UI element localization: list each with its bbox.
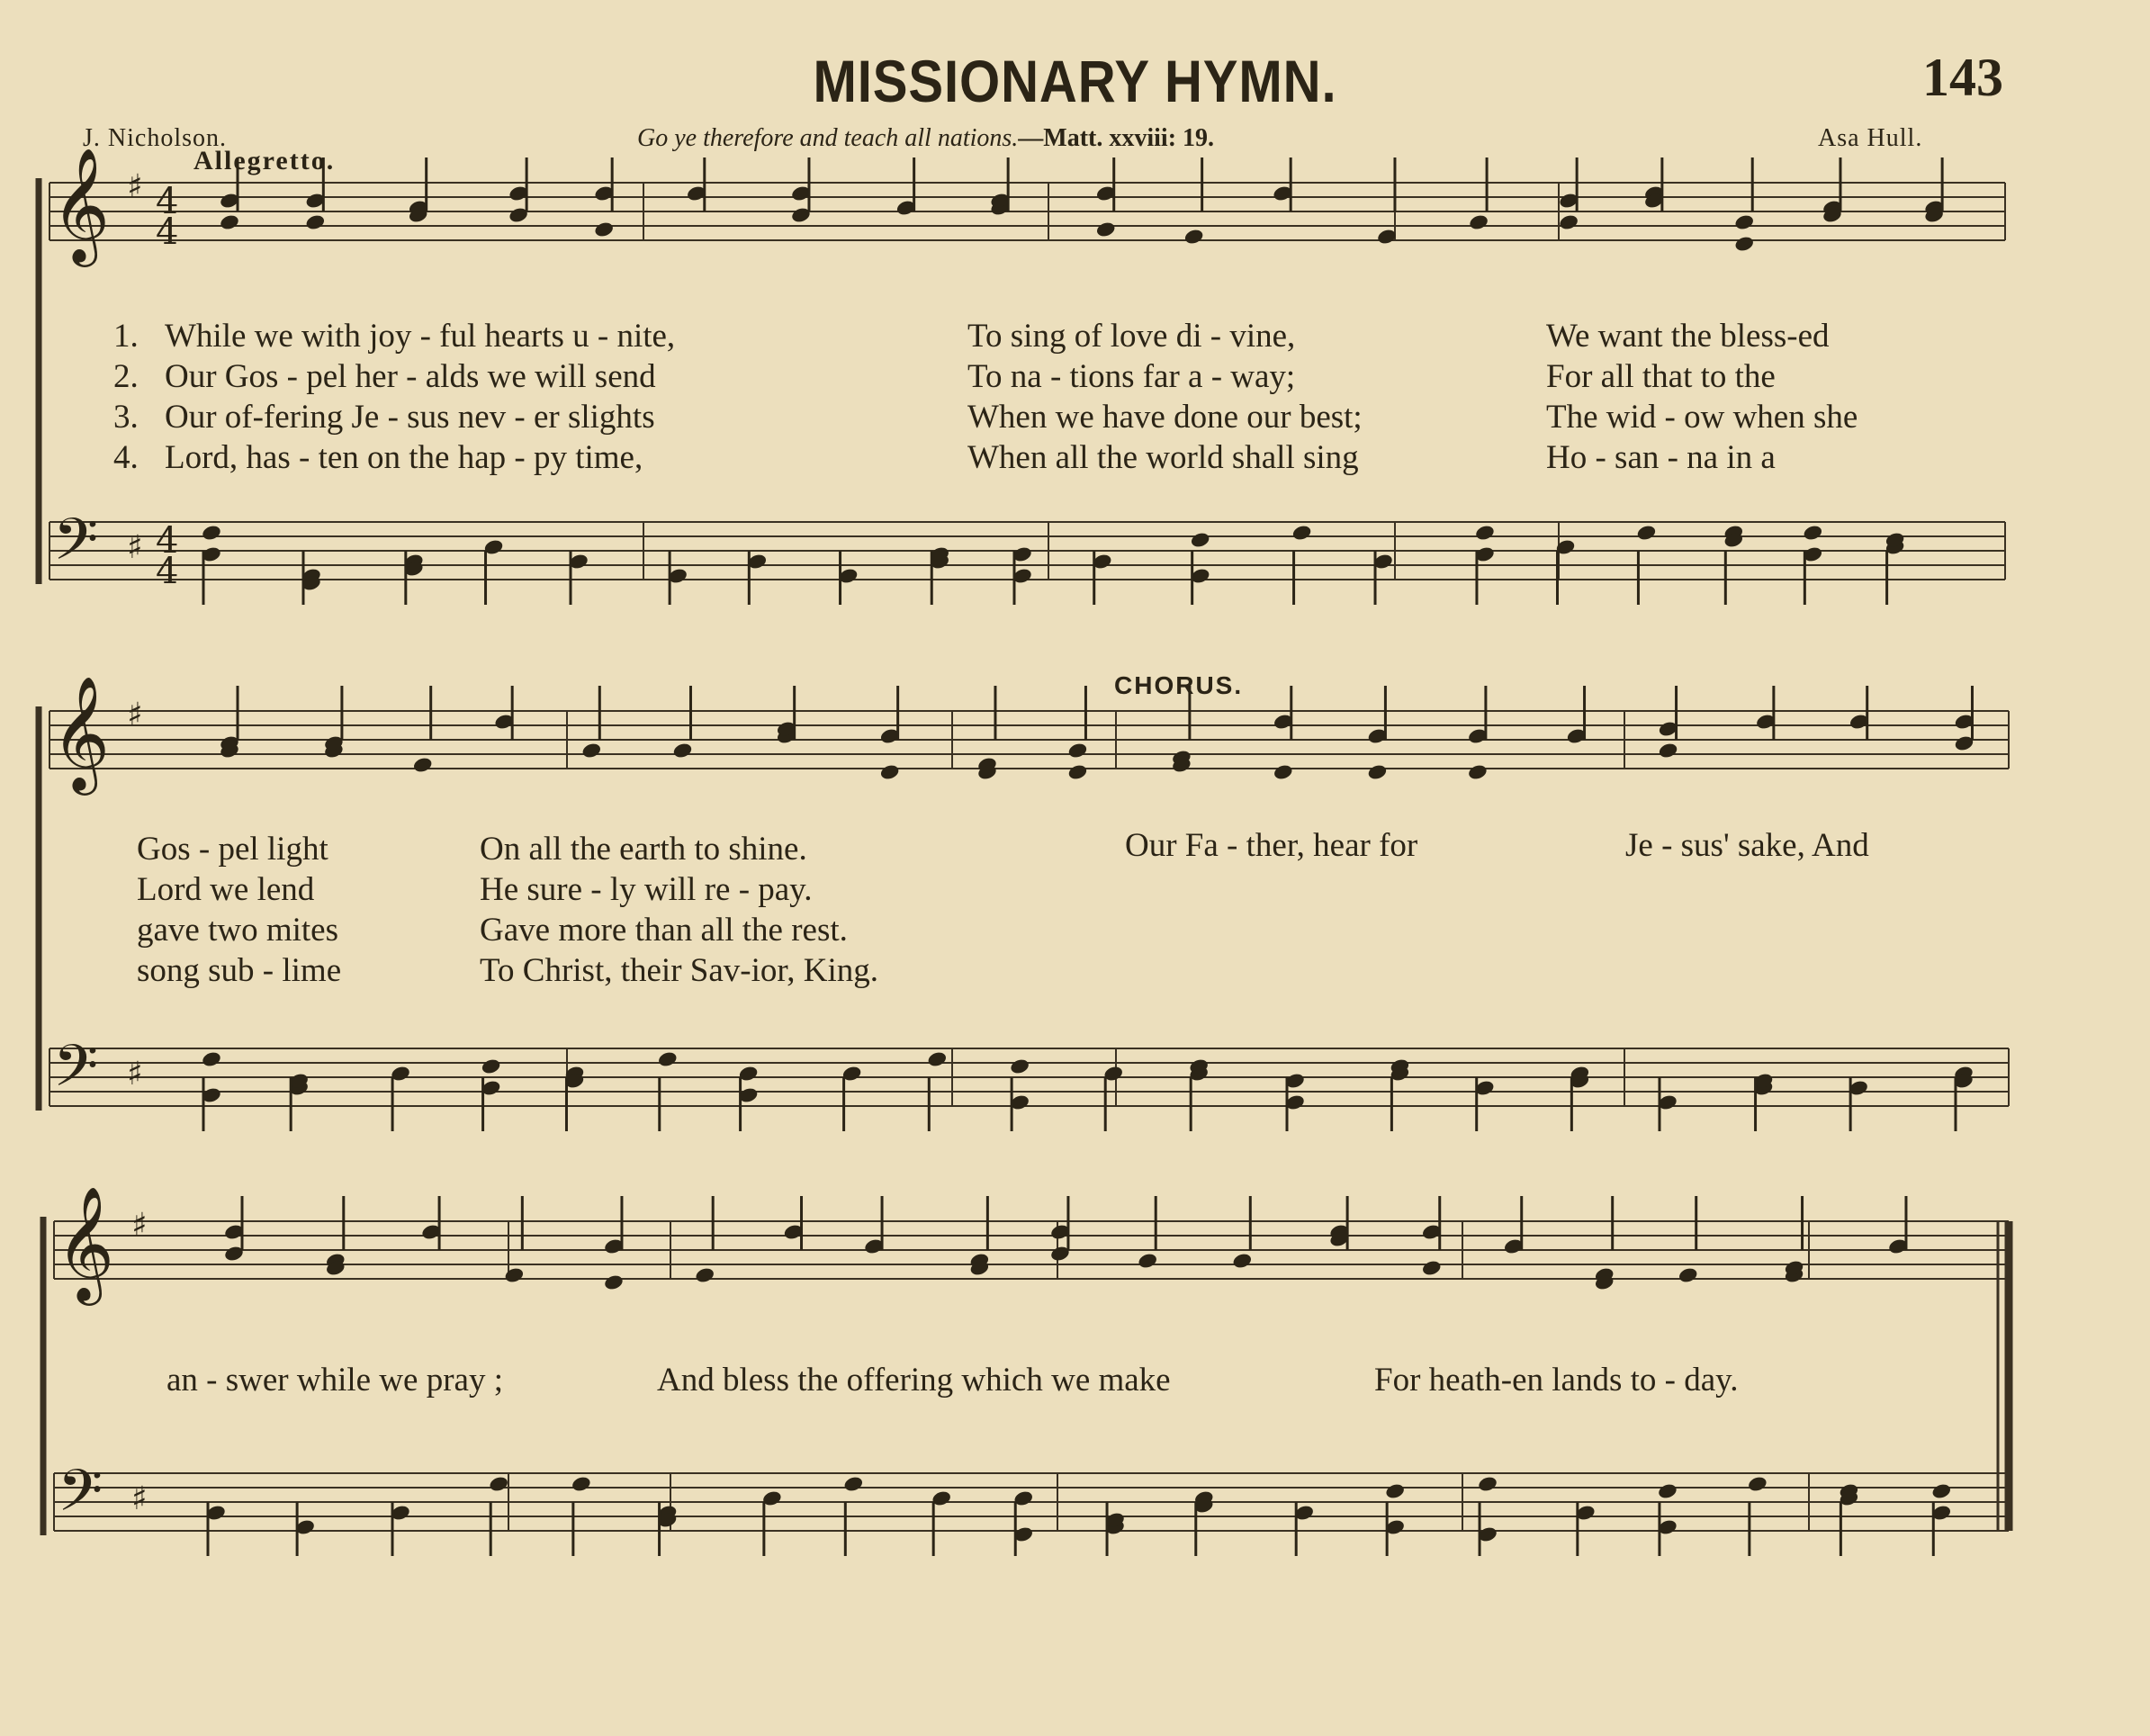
page-number: 143: [1922, 48, 2003, 107]
verse-3-line-e: Gave more than all the rest.: [480, 912, 848, 949]
verse-2-number: 2.: [113, 358, 139, 395]
verse-3-line-b: When we have done our best;: [967, 399, 1363, 436]
verse-4-line-e: To Christ, their Sav-ior, King.: [480, 952, 878, 989]
note-head: [1657, 1482, 1678, 1500]
time-signature-icon: 4: [156, 181, 179, 222]
verse-1-line-e: On all the earth to shine.: [480, 831, 807, 868]
key-signature-sharp-icon: ♯: [127, 1056, 143, 1093]
note-head: [1733, 213, 1755, 231]
verse-1-number: 1.: [113, 318, 139, 355]
note-head: [1678, 1266, 1699, 1284]
chorus-line-e: For heath-en lands to - day.: [1374, 1362, 1739, 1399]
verse-4-line-d: song sub - lime: [137, 952, 342, 989]
note-head: [1273, 763, 1294, 781]
note-head: [201, 524, 222, 542]
note-head: [1468, 213, 1489, 231]
epigraph-text: Go ye therefore and teach all nations.: [637, 124, 1019, 152]
note-head: [1930, 1482, 1952, 1500]
note-head: [1636, 524, 1658, 542]
note-head: [1095, 220, 1117, 238]
note-head: [1232, 1252, 1254, 1270]
verse-3-number: 3.: [113, 399, 139, 436]
verse-3-line-a: Our of-fering Je - sus nev - er slights: [165, 399, 655, 436]
verse-1-line-d: Gos - pel light: [137, 831, 328, 868]
note-head: [1190, 531, 1211, 549]
note-head: [1137, 1252, 1158, 1270]
note-head: [1367, 763, 1389, 781]
bass-clef-icon: 𝄢: [53, 507, 99, 588]
time-signature-icon: 4: [156, 520, 179, 562]
key-signature-sharp-icon: ♯: [127, 529, 143, 566]
note-head: [201, 1050, 222, 1068]
note-head: [1421, 1259, 1443, 1277]
note-head: [1384, 1482, 1406, 1500]
bass-clef-icon: 𝄢: [53, 1033, 99, 1114]
note-head: [488, 1475, 509, 1493]
verse-4-line-a: Lord, has - ten on the hap - py time,: [165, 439, 643, 476]
note-head: [581, 742, 603, 760]
treble-clef-icon: 𝄞: [56, 1185, 115, 1300]
note-head: [219, 213, 240, 231]
verse-3-line-d: gave two mites: [137, 912, 339, 949]
note-head: [657, 1050, 679, 1068]
note-head: [305, 213, 327, 231]
key-signature-sharp-icon: ♯: [131, 1207, 148, 1244]
note-head: [481, 1057, 502, 1075]
note-head: [504, 1266, 526, 1284]
note-head: [1183, 228, 1205, 246]
chorus-line-a: Our Fa - ther, hear for: [1125, 827, 1418, 864]
note-head: [927, 1050, 949, 1068]
verse-2-line-d: Lord we lend: [137, 871, 315, 908]
verse-2-line-a: Our Gos - pel her - alds we will send: [165, 358, 656, 395]
verse-4-line-c: Ho - san - na in a: [1546, 439, 1776, 476]
note-head: [879, 763, 901, 781]
note-head: [694, 1266, 715, 1284]
note-head: [571, 1475, 592, 1493]
lyricist: J. Nicholson.: [83, 124, 227, 152]
note-head: [1803, 524, 1824, 542]
treble-clef-icon: 𝄞: [51, 675, 111, 790]
verse-1-line-c: We want the bless-ed: [1546, 318, 1830, 355]
chorus-line-c: an - swer while we pray ;: [166, 1362, 503, 1399]
hymn-title: MISSIONARY HYMN.: [813, 48, 1337, 114]
note-head: [1474, 524, 1496, 542]
chorus-line-b: Je - sus' sake, And: [1625, 827, 1869, 864]
verse-4-number: 4.: [113, 439, 139, 476]
verse-2-line-c: For all that to the: [1546, 358, 1776, 395]
note-head: [1658, 742, 1679, 760]
note-head: [1477, 1475, 1498, 1493]
verse-2-line-b: To na - tions far a - way;: [967, 358, 1296, 395]
verse-4-line-b: When all the world shall sing: [967, 439, 1359, 476]
chorus-label: CHORUS.: [1114, 671, 1244, 699]
key-signature-sharp-icon: ♯: [131, 1480, 148, 1517]
note-head: [1747, 1475, 1768, 1493]
bass-clef-icon: 𝄢: [58, 1458, 103, 1539]
note-head: [1067, 763, 1089, 781]
note-head: [672, 742, 694, 760]
note-head: [1291, 524, 1313, 542]
composer: Asa Hull.: [1818, 124, 1923, 152]
key-signature-sharp-icon: ♯: [127, 697, 143, 733]
key-signature-sharp-icon: ♯: [127, 168, 143, 205]
note-head: [1467, 763, 1489, 781]
time-signature-icon: 4: [156, 211, 179, 253]
verse-3-line-c: The wid - ow when she: [1546, 399, 1858, 436]
chorus-line-d: And bless the offering which we make: [657, 1362, 1171, 1399]
note-head: [1009, 1057, 1030, 1075]
note-head: [1733, 235, 1755, 253]
epigraph-reference: —Matt. xxviii: 19.: [1018, 124, 1215, 152]
verse-1-line-b: To sing of love di - vine,: [967, 318, 1296, 355]
note-head: [843, 1475, 865, 1493]
note-head: [603, 1273, 625, 1291]
note-head: [593, 220, 615, 238]
note-head: [1558, 213, 1579, 231]
note-head: [1067, 742, 1089, 760]
treble-clef-icon: 𝄞: [51, 147, 111, 262]
verse-1-line-a: While we with joy - ful hearts u - nite,: [165, 318, 676, 355]
verse-2-line-e: He sure - ly will re - pay.: [480, 871, 813, 908]
note-head: [412, 756, 434, 774]
tempo-marking: Allegretto.: [193, 146, 336, 175]
time-signature-icon: 4: [156, 551, 179, 592]
